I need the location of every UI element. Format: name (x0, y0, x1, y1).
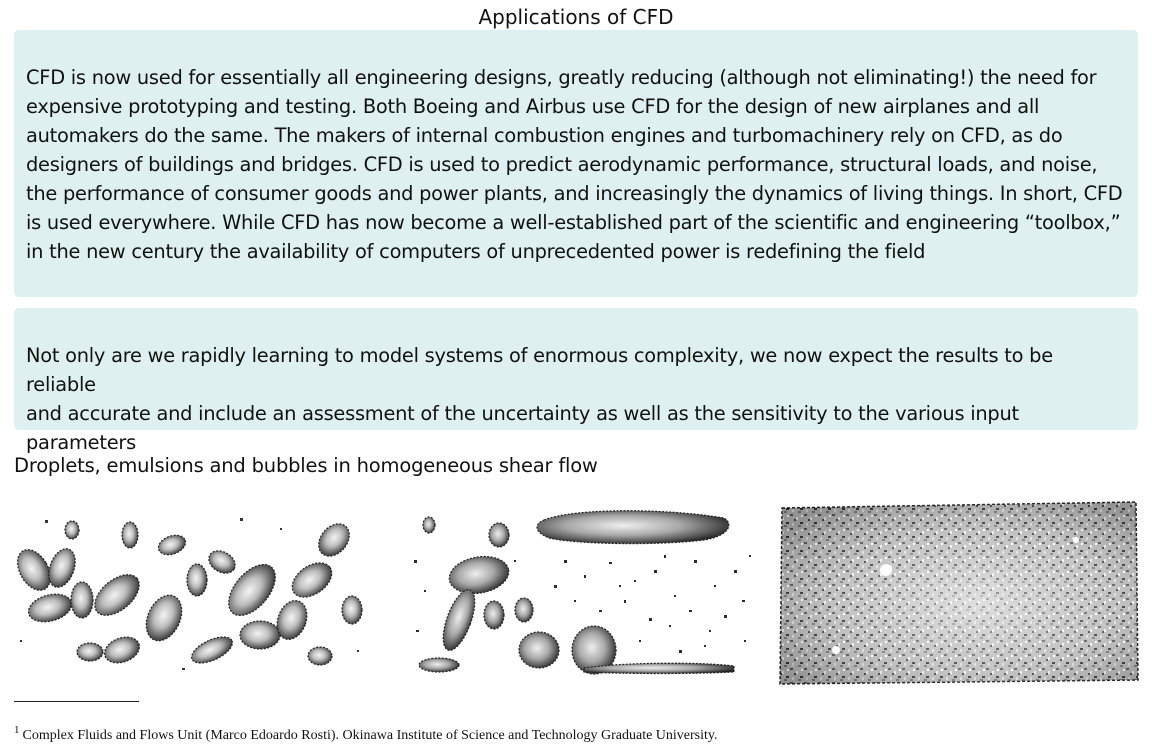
text-line: designers of buildings and bridges. CFD is used to predict aerodynamic performance, structural loads, and noise, (26, 153, 1098, 176)
figure-heading: Droplets, emulsions and bubbles in homogeneous shear flow (14, 454, 598, 477)
text-line: automakers do the same. The makers of internal combustion engines and turbomachinery rely on CFD, as do (26, 124, 1063, 147)
intro-text-box (14, 30, 1138, 297)
footnote (14, 720, 718, 746)
footnote-text: Complex Fluids and Flows Unit (Marco Edoardo Rosti). Okinawa Institute of Science and Technology Graduate University. (22, 728, 718, 743)
text-line: in the new century the availability of computers of unprecedented power is redefining the field (26, 240, 926, 263)
text-line: expensive prototyping and testing. Both Boeing and Airbus use CFD for the design of new airplanes and all (26, 95, 1040, 118)
text-line: the performance of consumer goods and power plants, and increasingly the dynamics of living things. In short, CFD (26, 182, 1123, 205)
text-line: CFD is now used for essentially all engineering designs, greatly reducing (although not eliminating!) the need for (26, 66, 1097, 89)
page-title: Applications of CFD (478, 5, 674, 29)
footnote-marker: 1 (14, 724, 20, 736)
emulsions-simulation-image (404, 500, 756, 686)
droplets-simulation-image (12, 500, 374, 686)
text-line: Not only are we rapidly learning to model systems of enormous complexity, we now expect the results to be reliable (26, 344, 1053, 396)
text-line: and accurate and include an assessment of the uncertainty as well as the sensitivity to the various input parameters (26, 402, 1019, 454)
bubbles-simulation-image (776, 500, 1140, 686)
footnote-rule (14, 701, 139, 702)
modeling-text-box (14, 308, 1138, 454)
text-line: is used everywhere. While CFD has now become a well-established part of the scientific and engineering “toolbox,” (26, 211, 1121, 234)
